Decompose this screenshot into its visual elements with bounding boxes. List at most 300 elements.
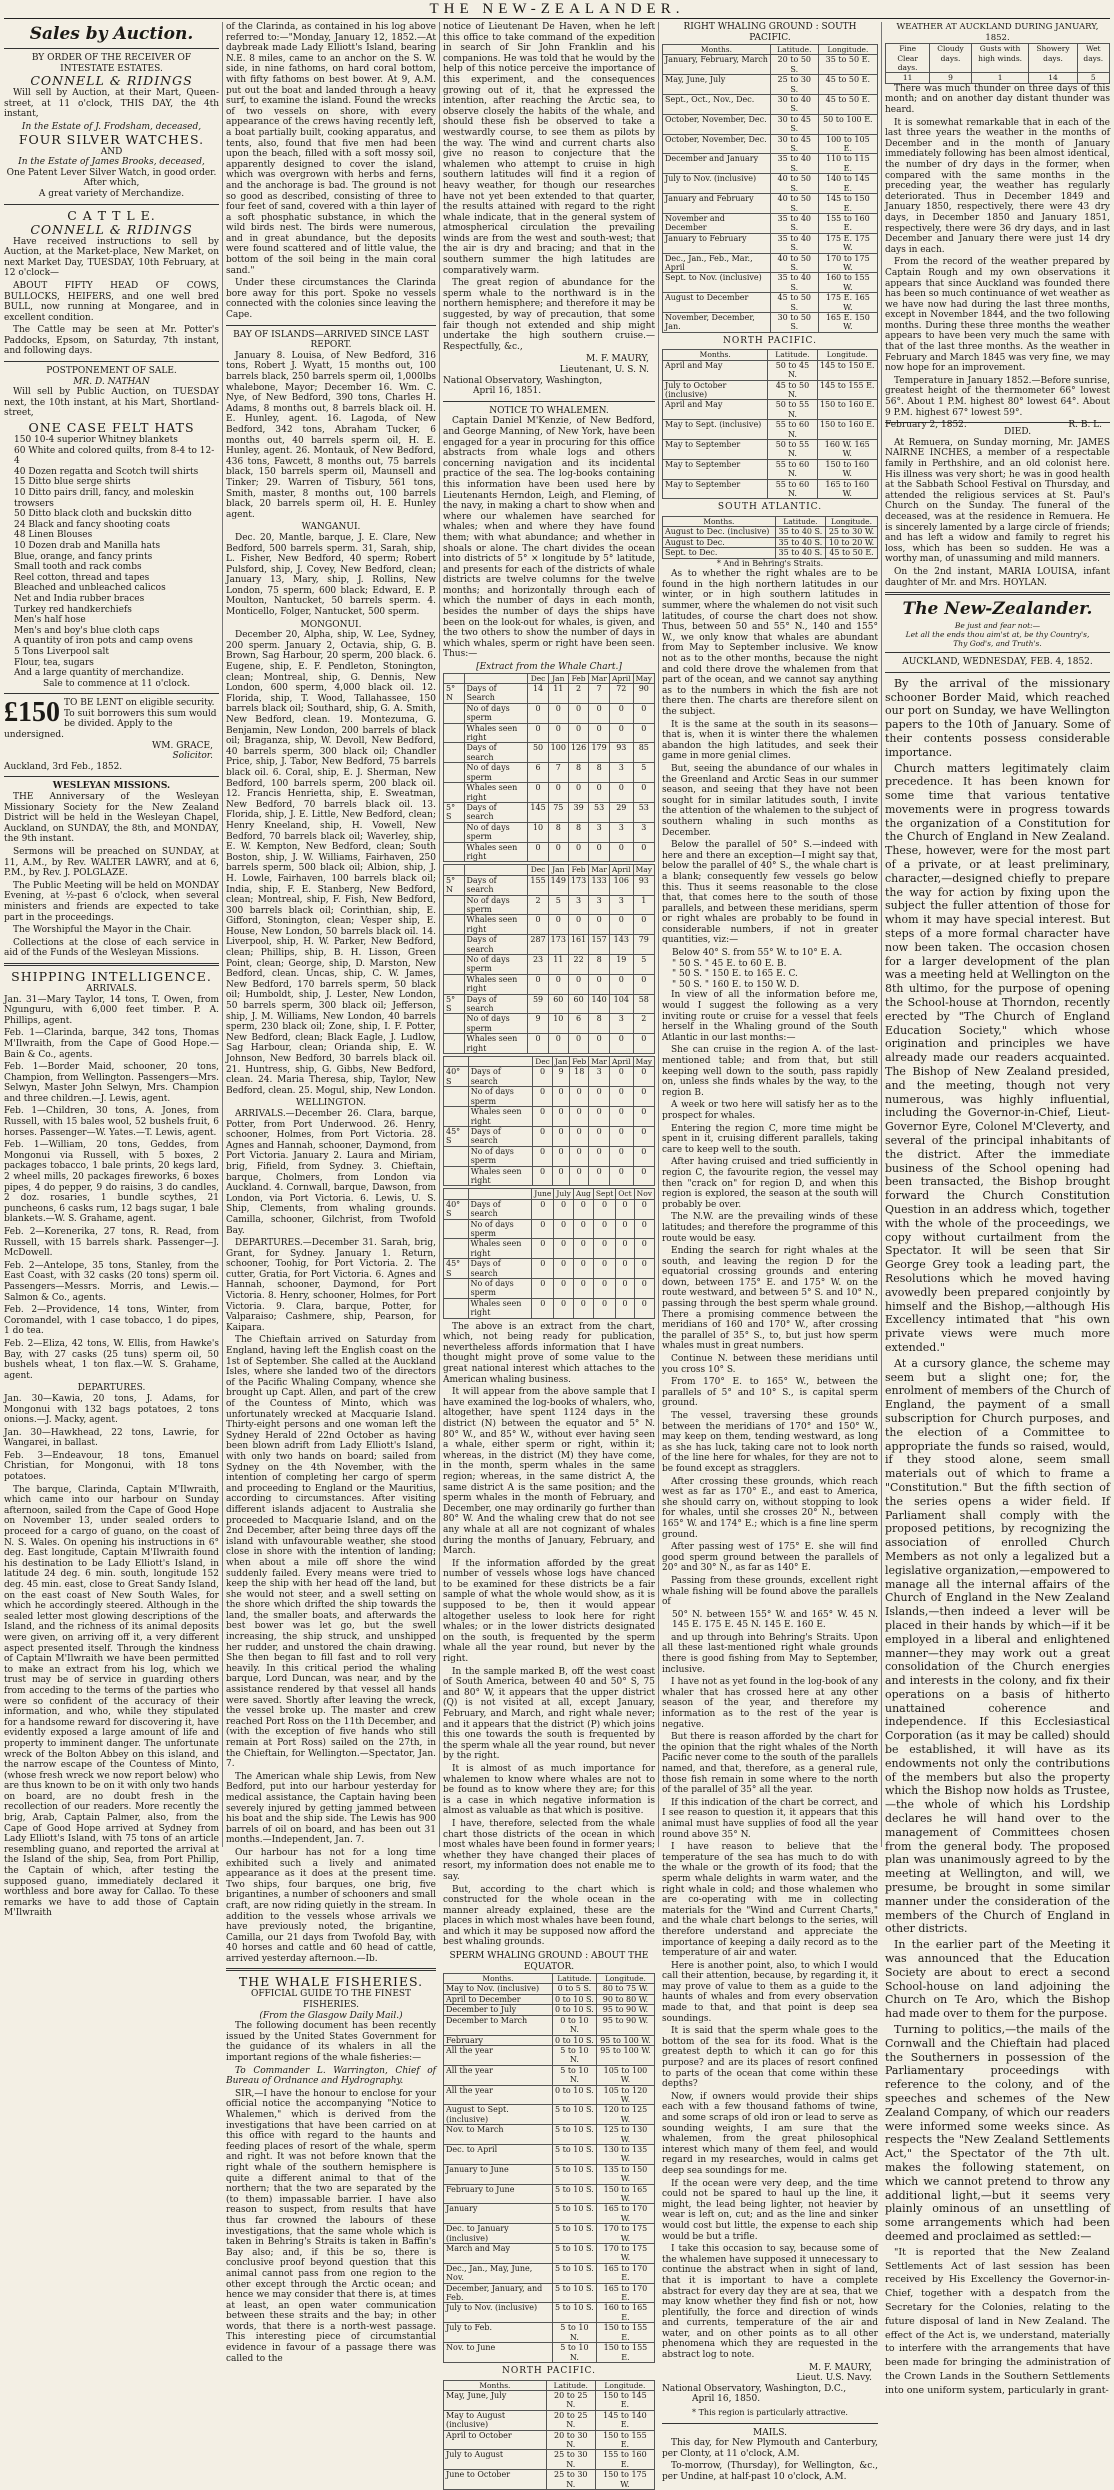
arrival-entry: Feb. 1—William, 20 tons, Geddes, from Mongonui via Russell, with 5 boxes, 2 packages tobacco, 1 bale prints, 20 kegs lard, 2 wheel mills, 20 packages fireworks, 6 boxes pipes, 4 do pepper, 9 do raisins, 3 do candles, 2 doz. rosaries, 1 bundle scythes, 21 puncheons, 6 casks rum, 12 bags sugar, 1 bale blankets.—W. S. Grahame, agent.: [4, 1140, 219, 1225]
divider: [226, 1968, 436, 1971]
table-cell: 150 to 155 E.: [595, 2430, 654, 2450]
letter-text: The great region of abundance for the sperm whale to the northward is in the northern hemisphere; and therefore it may be suggested, by way of precaution, that some fair though not extended and ship might undertake the high southern cruise.—Respectfully, &c.,: [443, 278, 655, 352]
table-cell: 95 to 100 W.: [596, 2035, 654, 2045]
column-rule: [222, 22, 223, 1847]
table-cell: 5 to 10 N.: [552, 2343, 596, 2363]
table-cell: 0: [568, 723, 588, 743]
column-5: [885, 22, 1110, 2396]
table-lat-cell: [444, 1239, 469, 1259]
table-cell: 2: [528, 895, 548, 915]
arrival-entry: Feb. 1—Children, 30 tons, A. Jones, from Russell, with 15 bales wool, 52 bushels fruit, 6 horses. Passenger—W. Yates.—T. Lewis, agent.: [4, 1106, 219, 1138]
table-cell: 5 to 10 S.: [552, 2204, 596, 2224]
table-row: [444, 1199, 655, 1219]
table-cell: 0: [633, 703, 654, 723]
weather-value: 1: [971, 73, 1029, 83]
table-cell: 170 to 175 W.: [596, 2224, 654, 2244]
table-label-cell: Whales seen right: [464, 915, 528, 935]
table-cell: 39: [568, 802, 588, 822]
table-cell: 0: [554, 1279, 573, 1299]
table-cell: 165 to 160 W.: [817, 479, 878, 499]
table-cell: 5: [633, 955, 654, 975]
table-cell: 170 to 175 W.: [596, 2244, 654, 2264]
table-cell: 0: [568, 915, 588, 935]
table-cell: 0: [633, 723, 654, 743]
table-row: [663, 400, 878, 420]
table-cell: 135 to 150 W.: [596, 2164, 654, 2184]
table-label-cell: Days of search: [468, 1067, 533, 1087]
table-row: [444, 1298, 655, 1318]
table-cell: 58: [633, 994, 654, 1014]
table-cell: 29: [609, 802, 633, 822]
table-row: [444, 1107, 655, 1127]
table-cell: 0: [528, 974, 548, 994]
loan-advert: [4, 698, 219, 740]
table-row: [444, 743, 655, 763]
table-cell: 14: [528, 684, 548, 704]
divider: [662, 2423, 878, 2424]
died-text: On the 2nd instant, MARIA LOUISA, infant daughter of Mr. and Mrs. HOYLAN.: [885, 566, 1110, 588]
table-cell: 0: [548, 723, 568, 743]
north-pacific-heading: NORTH PACIFIC.: [723, 335, 817, 346]
signature: M. F. MAURY,: [586, 354, 649, 365]
table-cell: 0: [633, 974, 654, 994]
table-cell: April to December: [444, 1994, 553, 2004]
table-cell: 0: [633, 783, 654, 803]
nathan-text: Will sell by Public Auction, on TUESDAY next, the 10th instant, at his Mart, Shortland-street,: [4, 387, 219, 419]
table-cell: 1: [633, 895, 654, 915]
table-cell: 45 to 50 E.: [818, 95, 877, 115]
table-row: [444, 723, 655, 743]
table-cell: 0: [616, 1239, 634, 1259]
table-cell: 5 to 10 S.: [552, 2244, 596, 2264]
table-row: [444, 2303, 655, 2323]
table-row: [444, 2323, 655, 2343]
table-cell: October, November, Dec.: [663, 114, 771, 134]
chart-caption: [Extract from the Whale Chart.]: [476, 662, 622, 673]
table-row: [444, 1087, 655, 1107]
mongonui-heading: MONGONUI.: [300, 619, 362, 630]
divider: [885, 592, 1110, 595]
table-cell: January: [444, 2204, 553, 2224]
table-cell: 19: [609, 955, 633, 975]
table-cell: 72: [609, 684, 633, 704]
table-cell: 0: [528, 842, 548, 862]
route-text: Continue N. between these meridians until you cross 10° S.: [662, 1354, 878, 1375]
table-cell: 0: [589, 1107, 610, 1127]
table-cell: 106: [609, 875, 633, 895]
table-cell: December, January, and Feb.: [444, 2283, 553, 2303]
table-header-cell: Longitude.: [595, 2380, 654, 2390]
table-cell: 5 to 10 S.: [552, 2283, 596, 2303]
table-header-cell: Latitude.: [775, 517, 825, 527]
weather-initials: R. B. L.: [1068, 420, 1102, 431]
clarinda-text: Under these circumstances the Clarinda bore away for this port. Spoke no vessels connected with the colonies since leaving the Cape.: [226, 278, 436, 321]
signature-title: Lieutenant, U. S. N.: [559, 365, 649, 375]
right-ground-table: [662, 44, 878, 333]
weather-col: Fine Clear days.: [886, 44, 930, 73]
table-row: [444, 2343, 655, 2363]
watch-line: One Patent Lever Silver Watch, in good order.: [6, 167, 217, 178]
table-cell: 105 to 120 W.: [596, 2085, 654, 2105]
right-north-pacific-table: [662, 349, 878, 499]
table-cell: 175 E. 175 W.: [818, 233, 877, 253]
table-cell: 23: [528, 955, 548, 975]
table-row: [444, 1034, 655, 1054]
table-row: [444, 2184, 655, 2204]
signature-place: National Observatory, Washington,: [443, 375, 603, 386]
table-row: [444, 2224, 655, 2244]
behring-note: * And in Behring's Straits.: [716, 558, 824, 568]
table-header-cell: June: [532, 1189, 554, 1199]
table-label-cell: Whales seen right: [464, 783, 528, 803]
table-lat-cell: [444, 935, 465, 955]
table-cell: 0: [634, 1259, 654, 1279]
table-cell: 3: [633, 822, 654, 842]
postponement-heading: POSTPONEMENT OF SALE.: [46, 366, 177, 377]
route-text: If the ocean were very deep, and the time could not be spared to haul up the line, it might, the lead being lighter, not heavier by wear is left on, cut; and as the line and sinker would cost but little, the expense to each ship would be but a trifle.: [662, 2178, 878, 2242]
weather-text: There was much thunder on three days of this month; and on another day distant thunder was heard.: [885, 83, 1110, 115]
table-cell: 8: [589, 763, 610, 783]
table-header-row: [444, 865, 655, 875]
chart-text: It is almost of as much importance for whalemen to know where whales are not to be found as to know where they are; for this is a case in which negative information is almost as valuable as that which is positive.: [443, 1763, 655, 1817]
table-cell: 55 to 60 N.: [768, 420, 817, 440]
table-row: [663, 75, 878, 95]
table-cell: 11: [548, 684, 568, 704]
table-cell: 0: [589, 1166, 610, 1186]
table-label-cell: Days of search: [464, 994, 528, 1014]
table-cell: Dec., Jan., Feb., Mar., April: [663, 253, 771, 273]
table-cell: July to October (inclusive): [663, 380, 768, 400]
arrival-entry: Jan. 31—Mary Taylor, 14 tons, T. Owen, from Ngunguru, with 6,000 feet timber. P. A. Phillips, agent.: [4, 994, 219, 1026]
table-row: [444, 2244, 655, 2264]
sperm-north-pacific-table: [443, 2380, 655, 2490]
list-item: Turkey red handkerchiefs: [14, 604, 132, 615]
table-cell: 165 to 170 E.: [596, 2283, 654, 2303]
chart-text: If the information afforded by the great number of vessels whose logs have chanced to be examined for these districts be a fair sample of what the whole would show, as it is supposed to be, then it would appear altogether useless to look here for right whales; or in the lower districts designated on the south, is frequented by the sperm whale all the year round, but never by the right.: [443, 1558, 655, 1665]
table-cell: 5 to 10 N.: [552, 2065, 596, 2085]
table-cell: December and January: [663, 154, 771, 174]
table-cell: 7: [589, 684, 610, 704]
cattle-text: The Cattle may be seen at Mr. Potter's Paddocks, Epsom, on Saturday, 7th instant, and following days.: [4, 325, 219, 357]
table-cell: May to August (inclusive): [444, 2410, 547, 2430]
table-cell: 35 to 40 S.: [770, 213, 818, 233]
table-cell: 30 to 50 S.: [770, 312, 818, 332]
table-cell: 0: [548, 1034, 568, 1054]
table-cell: January to June: [444, 2164, 553, 2184]
table-label-cell: Days of search: [464, 935, 528, 955]
table-cell: 179: [589, 743, 610, 763]
harbour-text: Our harbour has not for a long time exhibited such a lively and animated appearance as it does at the present time. Two ships, four barques, one brig, five brigantines, a number of schooners and small craft, are now riding quietly in the stream. In addition to the vessels whose arrivals we have previously noted, the brigantine, Camilla, our 21 days from Twofold Bay, with 40 horses and cattle and 60 head of cattle, arrived yesterday afternoon.—Ib.: [226, 1847, 436, 1964]
table-header-cell: May: [633, 1057, 654, 1067]
table-cell: 35 to 40 S.: [770, 273, 818, 293]
mails-text: This day, for New Plymouth and Canterbury, per Clonty, at 11 o'clock, A.M.: [662, 2438, 878, 2459]
table-row: [444, 875, 655, 895]
table-cell: 0: [593, 1259, 615, 1279]
table-cell: 2: [633, 1014, 654, 1034]
table-row: [663, 293, 878, 313]
table-cell: 90: [633, 684, 654, 704]
table-header-cell: Nov: [634, 1189, 654, 1199]
table-cell: 8: [568, 763, 588, 783]
table-cell: 0: [609, 915, 633, 935]
table-label-cell: Whales seen right: [468, 1298, 532, 1318]
table-cell: 150 to 160 E.: [817, 400, 878, 420]
table-label-cell: No of days sperm: [468, 1087, 533, 1107]
clarinda-log: of the Clarinda, as contained in his log above referred to:—"Monday, January 12, 1852.—At daybreak made Lady Elliott's Island, bearing N.E. 8 miles, came to an anchor on the S. W. side, in nine fathoms, on hard coral bottom, with fifty fathoms on best bower. At 9, A.M. put out the boat and landed through a heavy surf, to examine the island. Found the wrecks of two vessels on shore, with every appearance of the crews having recently left, a boat partially built, cooking apparatus, and tents, also, found that five men had been upon the beach, filled with a soft mossy soil, apparently designed to cover the island, which was overgrown with herbs and ferns, and the anchorage is bad. The ground is not so good as described, consisting of three to four feet of sand, covered with a thin layer of a soft phosphatic substance, in which the wild birds nest. The birds were numerous, and in great abundance, but the deposits were found scattered and of little value, the bottom of the soil being in the main coral sand.": [226, 22, 436, 276]
list-item: 50 Ditto black cloth and buckskin ditto: [14, 509, 192, 520]
weather-date: February 2, 1852.: [885, 420, 967, 431]
route-text: It is the same at the south in its seasons—that is, when it is winter there the whalemen abandon the high latitudes, and seek their game in more genial climes.: [662, 719, 878, 762]
table-cell: January to February: [663, 233, 771, 253]
table-cell: 8: [589, 1014, 610, 1034]
table-cell: July to Nov. (inclusive): [444, 2303, 553, 2323]
table-cell: 0: [633, 1146, 654, 1166]
table-row: [663, 114, 878, 134]
table-lat-cell: [444, 723, 465, 743]
editorial: [885, 677, 1110, 2398]
table-header-row: [444, 2380, 655, 2390]
table-lat-cell: [444, 955, 465, 975]
bay-of-islands-text: January 8. Louisa, of New Bedford, 316 tons, Robert J. Wyatt, 15 months out, 100 barrels black, 250 barrels sperm oil, 1,000lbs whalebone, Mayor; December 16. Wm. C. Nye, of New Bedford, 390 tons, Charles H. Adams, 8 months out, 8 barrels black oil. H. E. Hunley, agent. 16. Lagoda, of New Bedford, 342 tons, Abraham Tucker, 6 months out, 40 barrels sperm oil, H. E. Hunley, agent. 26. Montauk, of New Bedford, 436 tons, Fawcett, 8 months out, 75 barrels black, 150 barrels sperm oil, Maunsell and Tinker; 29. Warren of Tisbury, 561 tons, Smith, master, 8 months out, 100 barrels black, 20 barrels sperm oil, H. E. Hunley agent.: [226, 350, 436, 520]
table-cell: 0: [609, 703, 633, 723]
bay-of-islands-heading: BAY OF ISLANDS—ARRIVED SINCE LAST REPORT.: [233, 329, 429, 351]
table-cell: 125 to 130 W.: [596, 2125, 654, 2145]
table-cell: 60: [548, 994, 568, 1014]
table-cell: 0 to 10 S.: [552, 1994, 596, 2004]
table-cell: 0: [609, 1067, 633, 1087]
arrival-entry: Feb. 2—Eliza, 42 tons, W. Ellis, from Hawke's Bay, with 27 casks (25 tuns) sperm oil, 50 bushels wheat, 1 ton flax.—W. S. Grahame, agent.: [4, 1338, 219, 1381]
table-row: [444, 1279, 655, 1299]
list-item: Reel cotton, thread and tapes: [14, 572, 150, 583]
table-cell: All the year: [444, 2065, 553, 2085]
table-row: [444, 1166, 655, 1186]
table-cell: 8: [589, 955, 610, 975]
table-cell: Dec. to January (inclusive): [444, 2224, 553, 2244]
table-cell: 0: [570, 1146, 589, 1166]
weather-text: Temperature in January 1852.—Before sunrise, greatest height of the thermometer 66° lowest 56°. About 1 P.M. highest 80° lowest 64°. About 9 P.M. highest 67° lowest 59°.: [885, 375, 1110, 418]
column-1: [4, 22, 219, 1919]
table-row: [663, 154, 878, 174]
divider: [443, 401, 655, 402]
fisheries-heading: THE WHALE FISHERIES.: [238, 1974, 424, 1990]
and-line: AND: [100, 146, 123, 157]
table-cell: 0: [633, 915, 654, 935]
table-label-cell: Whales seen right: [464, 723, 528, 743]
table-row: [444, 994, 655, 1014]
route-text: Passing from these grounds, excellent right whale fishing will be found above the parallels of: [662, 1575, 878, 1608]
table-cell: Sept., Oct., Nov., Dec.: [663, 95, 771, 115]
table-label-cell: Whales seen right: [468, 1107, 533, 1127]
weather-col: Wet days.: [1077, 44, 1109, 73]
signature-place: National Observatory, Washington, D.C.,: [662, 2383, 847, 2394]
table-header-cell: [468, 1057, 533, 1067]
table-lat-cell: [444, 703, 465, 723]
table-cell: 20 to 30 N.: [546, 2430, 595, 2450]
table-header-cell: Mar: [589, 865, 610, 875]
table-label-cell: Whales seen right: [464, 1034, 528, 1054]
table-header-cell: Jan: [548, 673, 568, 683]
table-cell: 0: [616, 1199, 634, 1219]
table-cell: 0: [573, 1259, 593, 1279]
wanganui-heading: WANGANUI.: [301, 522, 361, 533]
estate-line: In the Estate of J. Frodsham, deceased,: [21, 121, 202, 132]
table-header-cell: Sept: [593, 1189, 615, 1199]
table-cell: 9: [552, 1067, 569, 1087]
table-cell: 160 to 155 W.: [818, 273, 877, 293]
route-text: After passing west of 175° E. she will find good sperm ground between the parallels of 20° and 30° N., as far as 140° E.: [662, 1542, 878, 1574]
table-cell: 0: [570, 1087, 589, 1107]
table-cell: 0: [609, 974, 633, 994]
table-cell: 3: [568, 895, 588, 915]
list-item: Flour, tea, sugars: [14, 657, 94, 668]
table-cell: 0: [634, 1199, 654, 1219]
table-label-cell: No of days sperm: [464, 822, 528, 842]
table-cell: July to Nov. (inclusive): [663, 174, 771, 194]
list-item: 10 Dozen drab and Manilla hats: [14, 540, 161, 551]
table-label-cell: Days of search: [464, 743, 528, 763]
list-item: And a large quantity of merchandize.: [14, 668, 184, 679]
table-cell: Sept. to Nov. (inclusive): [663, 273, 771, 293]
table-cell: 100 to 105 E.: [818, 134, 877, 154]
table-cell: August to Dec.: [663, 537, 776, 547]
masthead-rule: [4, 18, 1110, 19]
table-lat-cell: [444, 743, 465, 763]
table-lat-cell: 45° S: [444, 1259, 469, 1279]
variety-line: A great variety of Merchandize.: [38, 188, 185, 199]
table-cell: 0: [634, 1239, 654, 1259]
table-row: [663, 360, 878, 380]
table-row: [663, 194, 878, 214]
table-cell: February: [444, 2035, 553, 2045]
table-cell: 40 to 50 S.: [770, 174, 818, 194]
table-cell: 20 to 25 N.: [546, 2410, 595, 2430]
table-row: [444, 2470, 655, 2490]
table-row: [663, 134, 878, 154]
table-cell: 0: [616, 1219, 634, 1239]
table-lat-cell: [444, 1279, 469, 1299]
table-cell: August to December: [663, 293, 771, 313]
arrival-entry: Feb. 2—Providence, 14 tons, Winter, from Coromandel, with 1 case tobacco, 1 do pipes, 1 do tea.: [4, 1305, 219, 1337]
route-text: Now, if owners would provide their ships each with a few thousand fathoms of twine, and some scraps of old iron or lead to serve as sounding weights, I am sure that the whalemen, from the great philosophical interest which many of them feel, and would regard in my researches, would in calms get deep sea soundings for me.: [662, 2091, 878, 2176]
weather-value: 14: [1029, 73, 1077, 83]
table-cell: 40 to 50 S.: [770, 194, 818, 214]
route-text: Ending the search for right whales at the south, and leaving the region D for the equatorial crossing grounds and entering down, between 175° E. and 175° W. on the route westward, and between 5° S. and 10° N., passing through the best sperm whale ground. There a promising commence between the meridians of 160 and 170° W., after crossing the parallel of 35° S., to, but just how sperm whales must in great numbers.: [662, 1246, 878, 1352]
wellington-heading: WELLINGTON.: [296, 1098, 366, 1109]
editorial-paragraph: Turning to politics,—the mails of the Cornwall and the Chieftain had placed the Southerners in possession of the Parliamentary proceedings with reference to the colony, and of the speeches and schemes of the New Zealand Company, of which our readers were informed some weeks since. As respects the "New Zealand Settlements Act," the Spectator of the 7th ult. makes the following statement, on which we cannot pretend to throw any additional light,—but it seems very plainly ominous of an unsettling of some arrangements which had been deemed and proclaimed as settled:—: [885, 2023, 1110, 2243]
table-cell: Nov. to June: [444, 2343, 553, 2363]
table-cell: 0: [533, 1126, 553, 1146]
table-cell: 5: [633, 763, 654, 783]
table-row: [663, 459, 878, 479]
table-cell: 0: [589, 1087, 610, 1107]
table-header-cell: [468, 1189, 532, 1199]
divider: [885, 672, 1110, 673]
table-cell: 133: [589, 875, 610, 895]
table-cell: 173: [548, 935, 568, 955]
table-cell: 165 to 170 W.: [596, 2204, 654, 2224]
table-header-row: [663, 45, 878, 55]
table-header-row: [444, 1974, 655, 1984]
table-cell: 165 E. 150 W.: [818, 312, 877, 332]
table-cell: 0: [533, 1107, 553, 1127]
table-cell: 0: [533, 1067, 553, 1087]
table-row: [444, 2430, 655, 2450]
table-cell: June to October: [444, 2470, 547, 2490]
table-cell: 45 to 50 E.: [818, 75, 877, 95]
table-cell: 93: [633, 875, 654, 895]
table-label-cell: Days of search: [468, 1199, 532, 1219]
table-cell: 0: [609, 723, 633, 743]
table-row: [444, 955, 655, 975]
table-cell: 0: [573, 1199, 593, 1219]
table-row: [663, 380, 878, 400]
table-cell: 8: [568, 822, 588, 842]
table-cell: 0: [634, 1279, 654, 1299]
letter-text: notice of Lieutenant De Haven, when he left this office to take command of the expedition in search of Sir John Franklin and his companions. He was told that he would by the help of this notice perceive the importance of this experiment, and the consequences growing out of it, that he expressed the intention, after reaching the Arctic sea, to observe closely the habits of the whale, and should these fish be observed to take a westwardly course, to see them as pilots by the way. The wind and current charts also give no reason to conjecture that the whalemen who attempt to cruise in high southern latitudes will find it a region of heavy weather, for though our researches have not yet been extended to that quarter, the results attained with regard to the right whale indicate, that in the general system of atmospherical circulation the prevailing winds are from the west and south-west; that the air is dry and bracing; and that in the southern summer the high latitudes are comparatively warm.: [443, 22, 655, 276]
table-cell: 50 to 55 N.: [768, 440, 817, 460]
table-row: [663, 440, 878, 460]
table-cell: 5 to 10 N.: [552, 2045, 596, 2065]
table-cell: 25 to 30 N.: [546, 2450, 595, 2470]
table-cell: 0: [568, 783, 588, 803]
route-text: I take this occasion to say, because some of the whalemen have supposed it unnecessary to continue the abstract when in sight of land, that it is important to have a complete abstract for every day they are at sea, that we may know whether they find fish or not, how plentifully, the force and direction of winds and currents, temperature of the air and water, and on other points as to all other phenomena which they are requested in the abstract log to note.: [662, 2244, 878, 2361]
table-header-cell: Longitude.: [596, 1974, 654, 1984]
column-3: [443, 22, 655, 2489]
table-cell: 160 W. 165 W.: [817, 440, 878, 460]
table-header-cell: May: [633, 673, 654, 683]
table-cell: 150 to 165 W.: [596, 2184, 654, 2204]
table-cell: 35 to 40 S.: [775, 527, 825, 537]
table-header-cell: Jan: [548, 865, 568, 875]
table-cell: 10 to 20 W.: [826, 537, 878, 547]
table-header-row: [444, 673, 655, 683]
table-row: [444, 2390, 655, 2410]
table-cell: 5 to 10 S.: [552, 2224, 596, 2244]
route-text: After crossing these grounds, which reach west as far as 170° E., and east to America, she should carry on, without stopping to look for whales, until she crosses 20° N., between 165° W. and 174° E.; which is a fine line sperm ground.: [662, 1476, 878, 1540]
editorial-paragraph: Church matters legitimately claim precedence. It has been known for some time that various tentative movements were in progress towards the organization of a Constitution for the Church of England in New Zealand. These, however, were for the most part of a private, or at least preliminary, character,—designed chiefly to prepare the way for action by fixing upon the subject the fuller attention of those for whom it may have special interest. But steps of a more formal character have now been taken. The occasion chosen for a larger development of the plan was a meeting held at Wellington on the 8th ultimo, for the purpose of opening the School-house at Thorndon, recently erected by "The Church of England Education Society," which whose origination and principles we have already made our readers acquainted. The Bishop of New Zealand presided, and the meeting, though not very numerous, was highly influential, including the Governor-in-Chief, Lieut-Governor Eyre, Colonel M'Cleverty, and several of the principal inhabitants of the district. After the immediate business of the School opening had been transacted, the Bishop brought forward the Church Constitution Question in an address which, together with the whole of the proceedings, we copy without curtailment from the Spectator. It will be seen that Sir George Grey took a leading part, the Resolutions which he moved having avowedly been prepared conjointly by himself and the Bishop,—although His Excellency intimated that "his own private views were much more extended.": [885, 761, 1110, 1354]
table-row: [444, 1259, 655, 1279]
masthead: THE NEW-ZEALANDER.: [429, 1, 685, 17]
signature-title: Lieut. U.S. Navy.: [796, 2373, 872, 2384]
wellington-text: ARRIVALS.—December 26. Clara, barque, Potter, from Port Underwood. 26. Henry, schooner, Holmes, from Port Victoria. 28. Agnes and Hannah, schooner, Daymond, from Port Victoria. January 2. Laura and Miriam, brig, Fifield, from Sydney. 3. Chieftain, barque, Cholmers, from London via Auckland. 4. Cornwall, barque, Dawson, from London, via Port Victoria. 6. Lewis, U. S. Ship, Clements, from whaling grounds. Camilla, schooner, Gilchrist, from Twofold Bay.: [226, 1108, 436, 1236]
table-row: [444, 2085, 655, 2105]
table-cell: 0: [573, 1219, 593, 1239]
auctioneer-name: CONNELL & RIDINGS: [30, 221, 193, 237]
table-cell: 287: [528, 935, 548, 955]
table-header-cell: Mar: [589, 1057, 610, 1067]
table-header-cell: April: [609, 673, 633, 683]
table-cell: 126: [568, 743, 588, 763]
table-cell: 0: [593, 1199, 615, 1219]
weather-table: [885, 43, 1110, 84]
table-header-cell: Longitude.: [818, 45, 877, 55]
table-cell: 0: [633, 1034, 654, 1054]
table-row: [444, 2035, 655, 2045]
cattle-text: ABOUT FIFTY HEAD OF COWS, BULLOCKS, HEIFERS, and one well bred BULL, now running at Mongaree, and in excellent condition.: [4, 280, 219, 323]
table-row: [444, 1994, 655, 2004]
table-cell: 3: [609, 1014, 633, 1034]
table-cell: 5 to 10 S.: [552, 2303, 596, 2323]
table-header-cell: Jan: [552, 1057, 569, 1067]
table-label-cell: Days of search: [468, 1259, 532, 1279]
table-header-cell: Aug: [573, 1189, 593, 1199]
table-lat-cell: [444, 1107, 469, 1127]
table-cell: 40 to 50 S.: [770, 253, 818, 273]
table-cell: 59: [528, 994, 548, 1014]
list-item: 24 Black and fancy shooting coats: [14, 519, 171, 530]
table-row: [444, 2005, 655, 2015]
table-header-cell: Dec: [528, 673, 548, 683]
